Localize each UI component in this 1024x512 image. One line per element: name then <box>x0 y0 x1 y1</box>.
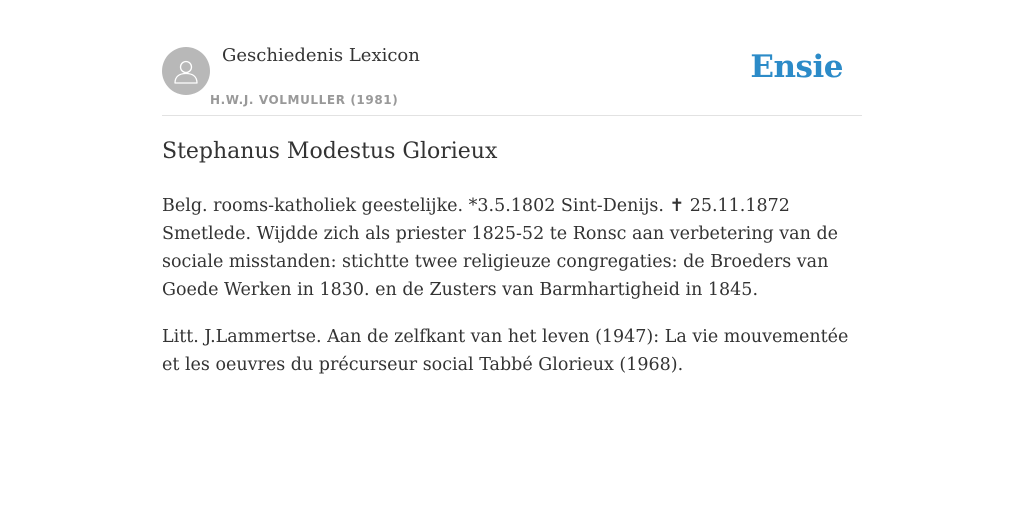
article-paragraph: Litt. J.Lammertse. Aan de zelfkant van het leven (1947): La vie mouvementée et les oeuvres du précurseur social Tabbé Glorieux (1968). <box>162 327 849 375</box>
article-paragraph: Belg. rooms-katholiek geestelijke. *3.5.1802 Sint-Denijs. ✝ 25.11.1872 Smetlede. Wijdde zich als priester 1825-52 te Ronsc aan verbetering van de sociale misstanden: stichtte twee religieuze congregaties: de Broeders van Goede Werken in 1830. en de Zusters van Barmhartigheid in 1845. <box>162 196 839 300</box>
avatar <box>162 47 210 95</box>
ensie-logo[interactable]: Ensie <box>750 49 843 85</box>
author-name[interactable]: H.W.J. VOLMULLER (1981) <box>210 93 399 107</box>
article-body <box>162 192 862 398</box>
page-title: Stephanus Modestus Glorieux <box>162 139 498 164</box>
header-divider <box>162 115 862 116</box>
source-title[interactable]: Geschiedenis Lexicon <box>222 45 420 66</box>
user-silhouette-icon <box>172 57 200 85</box>
